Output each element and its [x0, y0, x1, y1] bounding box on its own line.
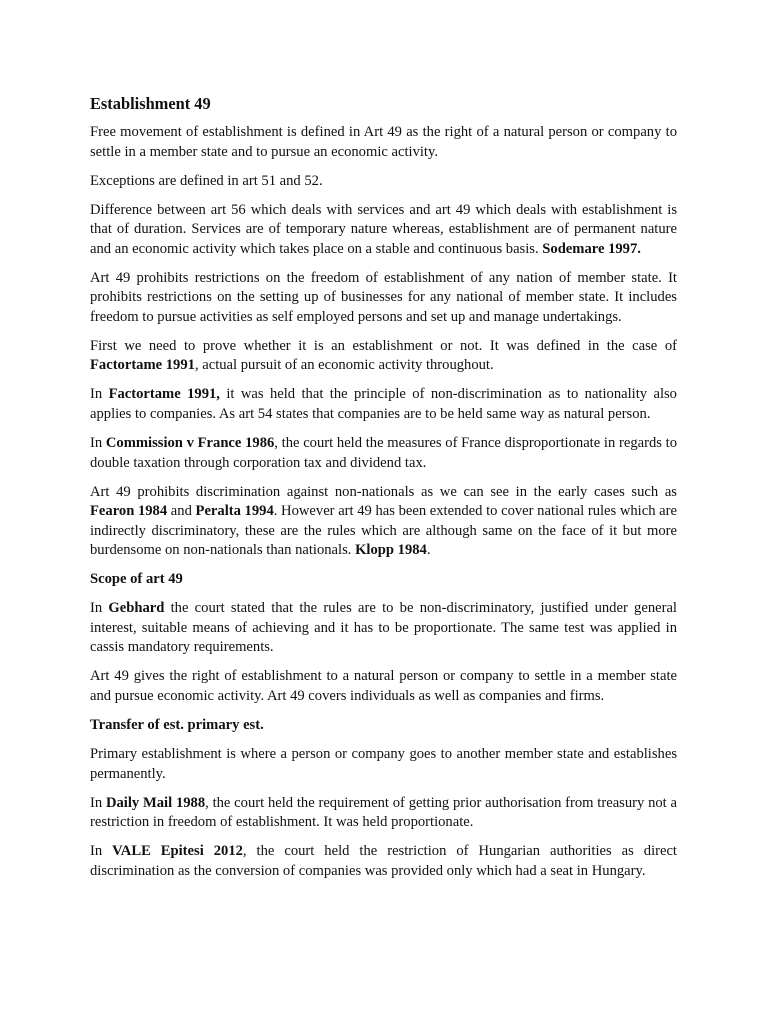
paragraph: [90, 794, 677, 833]
text-run: In: [90, 386, 109, 403]
case-reference: Factortame 1991,: [108, 386, 220, 403]
text-run: In: [90, 435, 106, 452]
case-reference: Factortame 1991: [90, 357, 195, 374]
paragraph: [90, 201, 677, 260]
paragraph: [90, 842, 677, 881]
case-reference: Daily Mail 1988: [105, 794, 206, 811]
case-reference: Peralta 1994: [195, 503, 274, 520]
text-run: In: [90, 794, 106, 811]
case-reference: Gebhard: [108, 600, 165, 617]
paragraph: [90, 667, 677, 706]
document-title: Establishment 49: [90, 94, 211, 113]
case-reference: VALE Epitesi 2012: [112, 843, 243, 860]
paragraph: [90, 269, 677, 328]
text-run: Free movement of establishment is defined in Art 49 as the right of a natural person or company to settle in a member state and to pursue an economic activity.: [90, 124, 677, 160]
text-run: Art 49 gives the right of establishment to a natural person or company to settle in a member state and pursue economic activity. Art 49 covers individuals as well as companies and firms.: [90, 668, 677, 704]
paragraph: [90, 385, 677, 424]
paragraph: [90, 745, 677, 784]
section-heading: [90, 570, 677, 590]
text-run: Transfer of est. primary est.: [90, 717, 264, 734]
paragraph: [90, 599, 677, 658]
text-run: . However art 49 has been extended to cover national rules which are indirectly discriminatory, these are the rules which are although same on the face of it but more burdensome on non-nationals than nationals.: [90, 503, 677, 559]
paragraph: [90, 434, 677, 473]
case-reference: Commission v France 1986: [105, 435, 275, 452]
paragraph: [90, 483, 677, 561]
text-run: Exceptions are defined in art 51 and 52.: [90, 172, 323, 189]
paragraph: [90, 337, 677, 376]
text-run: .: [426, 542, 431, 559]
text-run: Difference between art 56 which deals with services and art 49 which deals with establishment is that of duration. Services are of temporary nature whereas, establishment are of permanent nature and an economic activity which takes place on a stable and continuous basis.: [90, 201, 677, 257]
text-run: First we need to prove whether it is an establishment or not. It was defined in the case of: [90, 337, 677, 354]
section-heading: [90, 716, 677, 736]
text-run: In: [90, 600, 109, 617]
document-body: [90, 123, 677, 881]
paragraph: [90, 172, 677, 192]
text-run: it was held that the principle of non-discrimination as to nationality also applies to companies. As art 54 states that companies are to be held same way as natural person.: [90, 386, 677, 422]
text-run: , the court held the restriction of Hungarian authorities as direct discrimination as the conversion of companies was provided only which had a seat in Hungary.: [90, 843, 677, 879]
text-run: Art 49 prohibits discrimination against non-nationals as we can see in the early cases such as: [90, 483, 677, 500]
paragraph: [90, 123, 677, 162]
case-reference: Klopp 1984: [355, 542, 427, 559]
text-run: and: [167, 503, 196, 520]
case-reference: Fearon 1984: [90, 503, 168, 520]
case-reference: Sodemare 1997.: [542, 240, 641, 257]
text-run: , the court held the requirement of getting prior authorisation from treasury not a restriction in freedom of establishment. It was held proportionate.: [90, 794, 677, 831]
text-run: In: [90, 843, 113, 860]
text-run: Primary establishment is where a person or company goes to another member state and establishes permanently.: [90, 746, 677, 782]
document-page: [90, 93, 677, 891]
text-run: the court stated that the rules are to be non-discriminatory, justified under general interest, suitable means of achieving and it has to be proportionate. The same test was applied in cassis mandatory requirements.: [90, 600, 677, 656]
text-run: , the court held the measures of France disproportionate in regards to double taxation through corporation tax and dividend tax.: [90, 435, 677, 471]
text-run: Scope of art 49: [90, 571, 183, 588]
text-run: , actual pursuit of an economic activity throughout.: [194, 357, 494, 374]
text-run: Art 49 prohibits restrictions on the freedom of establishment of any nation of member state. It prohibits restrictions on the setting up of businesses for any national of member state. It includes freedom to pursue activities as self employed persons and set up and manage undertakings.: [90, 269, 677, 325]
